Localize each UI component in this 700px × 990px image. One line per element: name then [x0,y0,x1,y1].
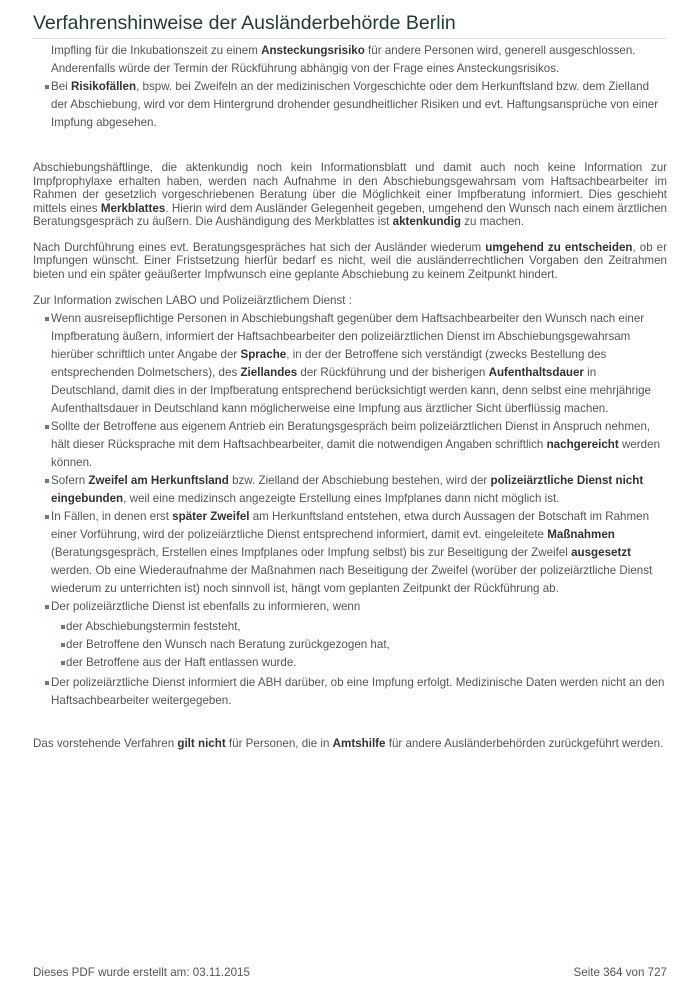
bullet-icon [45,85,49,89]
sub-list-item: der Abschiebungstermin feststeht, [33,618,667,636]
list-item-continuation: Impfling für die Inkubationszeit zu einem Ansteckungsrisiko für andere Personen wird, generell ausgeschlossen. Anderenfalls würde der Termin der Rückführung abhängig von der Frage eines Ansteckungsrisikos. [51,44,636,75]
page-title: Verfahrenshinweise der Ausländerbehörde Berlin [33,12,456,34]
list-item-informieren-wenn: Der polizeiärztliche Dienst ist ebenfalls zu informieren, wenn [33,598,667,616]
bullet-icon [45,605,49,609]
list-item-impfberatung: Wenn ausreisepflichtige Personen in Abschiebungshaft gegenüber dem Haftsachbearbeiter den Wunsch nach einer Impfberatung äußern, informiert der Haftsachbearbeiter den polizeiärztlichen Dienst im Abschiebungsgewahrsam hierüber schriftlich unter Angabe der Sprache, in der der Betroffene sich verständigt (zwecks Bestellung des entsprechenden Dolmetschers), des Ziellandes der Rückführung und der bisherigen Aufenthaltsdauer in Deutschland, damit dies in der Impfberatung entsprechend berücksichtigt werden kann, denn selbst eine mehrjährige Aufenthaltsdauer in Deutschland kann möglicherweise eine Impfung aus ärztlicher Sicht überflüssig machen. [33,310,667,418]
list-item-zweifel-herkunftsland: Sofern Zweifel am Herkunftsland bzw. Zielland der Abschiebung bestehen, wird der polizeiärztliche Dienst nicht eingebunden, weil eine medizinsch angezeigte Erstellung eines Impfplanes dann nicht möglich ist. [33,472,667,508]
paragraph-entscheidung: Nach Durchführung eines evt. Beratungsgespräches hat sich der Ausländer wiederum umgehend zu entscheiden, ob er Impfungen wünscht. Einer Fristsetzung hierfür bedarf es nicht, weil die ausländerrechtlichen Vorgaben den Zeitrahmen bieten und ein später geäußerter Impfwunsch eine geplante Abschiebung zu keinem Zeitpunkt hindert. [33,240,667,281]
sub-list-item: der Betroffene den Wunsch nach Beratung zurückgezogen hat, [33,636,667,654]
paragraph-merkblatt: Abschiebungshäftlinge, die aktenkundig noch kein Informationsblatt und damit auch noch keine Information zur Impfprophylaxe erhalten haben, werden nach Aufnahme in den Abschiebungsgewahrsam vom Haftsachbearbeiter im Rahmen der gesetzlich vorgeschriebenen Beratung über die Möglichkeit einer Impfberatung informiert. Dies geschieht mittels eines Merkblattes. Hierin wird dem Ausländer Gelegenheit gegeben, umgehend den Wunsch nach einem ärztlichen Beratungsgespräch zu äußern. Die Aushändigung des Merkblattes ist aktenkundig zu machen. [33,161,668,228]
document-body [33,42,667,751]
page-header [33,10,667,39]
list-item-risikofaelle: Bei Risikofällen, bspw. bei Zweifeln an der medizinischen Vorgeschichte oder dem Herkunftsland bzw. dem Zielland der Abschiebung, wird vor dem Hintergrund drohender gesundheitlicher Risiken und evt. Haftungsansprüche von einer Impfung abgesehen. [33,78,667,132]
bullet-icon [45,317,49,321]
sub-list-item: der Betroffene aus der Haft entlassen wurde. [33,654,667,672]
bullet-icon [45,681,49,685]
bullet-icon [61,661,65,665]
page-number: Seite 364 von 727 [573,966,667,979]
list-item-abh-info: Der polizeiärztliche Dienst informiert die ABH darüber, ob eine Impfung erfolgt. Medizinische Daten werden nicht an den Haftsachbearbeiter weitergegeben. [33,674,667,710]
bullet-icon [45,479,49,483]
bullet-icon [45,515,49,519]
paragraph-info-heading: Zur Information zwischen LABO und Polizeiärztlichem Dienst : [33,294,352,307]
list-item-eigener-antrieb: Sollte der Betroffene aus eigenem Antrieb ein Beratungsgespräch beim polizeiärztlichen Dienst in Anspruch nehmen, hält dieser Rücksprache mit dem Haftsachbearbeiter, damit die notwendigen Angaben schriftlich nachgereicht werden können. [33,418,667,472]
bullet-icon [61,643,65,647]
created-date: Dieses PDF wurde erstellt am: 03.11.2015 [33,966,250,979]
bullet-icon [45,425,49,429]
list-item-spaeter-zweifel: In Fällen, in denen erst später Zweifel am Herkunftsland entstehen, etwa durch Aussagen der Botschaft im Rahmen einer Vorführung, wird der polizeiärztliche Dienst entsprechend informiert, damit evt. eingeleitete Maßnahmen (Beratungsgespräch, Erstellen eines Impfplanes oder Impfung selbst) bis zur Beseitigung der Zweifel ausgesetzt werden. Ob eine Wiederaufnahme der Maßnahmen nach Beseitigung der Zweifel (worüber der polizeiärztliche Dienst wiederum zu unterrichten ist) noch sinnvoll ist, hängt vom geplanten Zeitpunkt der Rückführung ab. [33,508,667,598]
page-footer [33,966,667,979]
bullet-icon [61,625,65,629]
paragraph-amtshilfe: Das vorstehende Verfahren gilt nicht für Personen, die in Amtshilfe für andere Ausländerbehörden zurückgeführt werden. [33,737,664,750]
